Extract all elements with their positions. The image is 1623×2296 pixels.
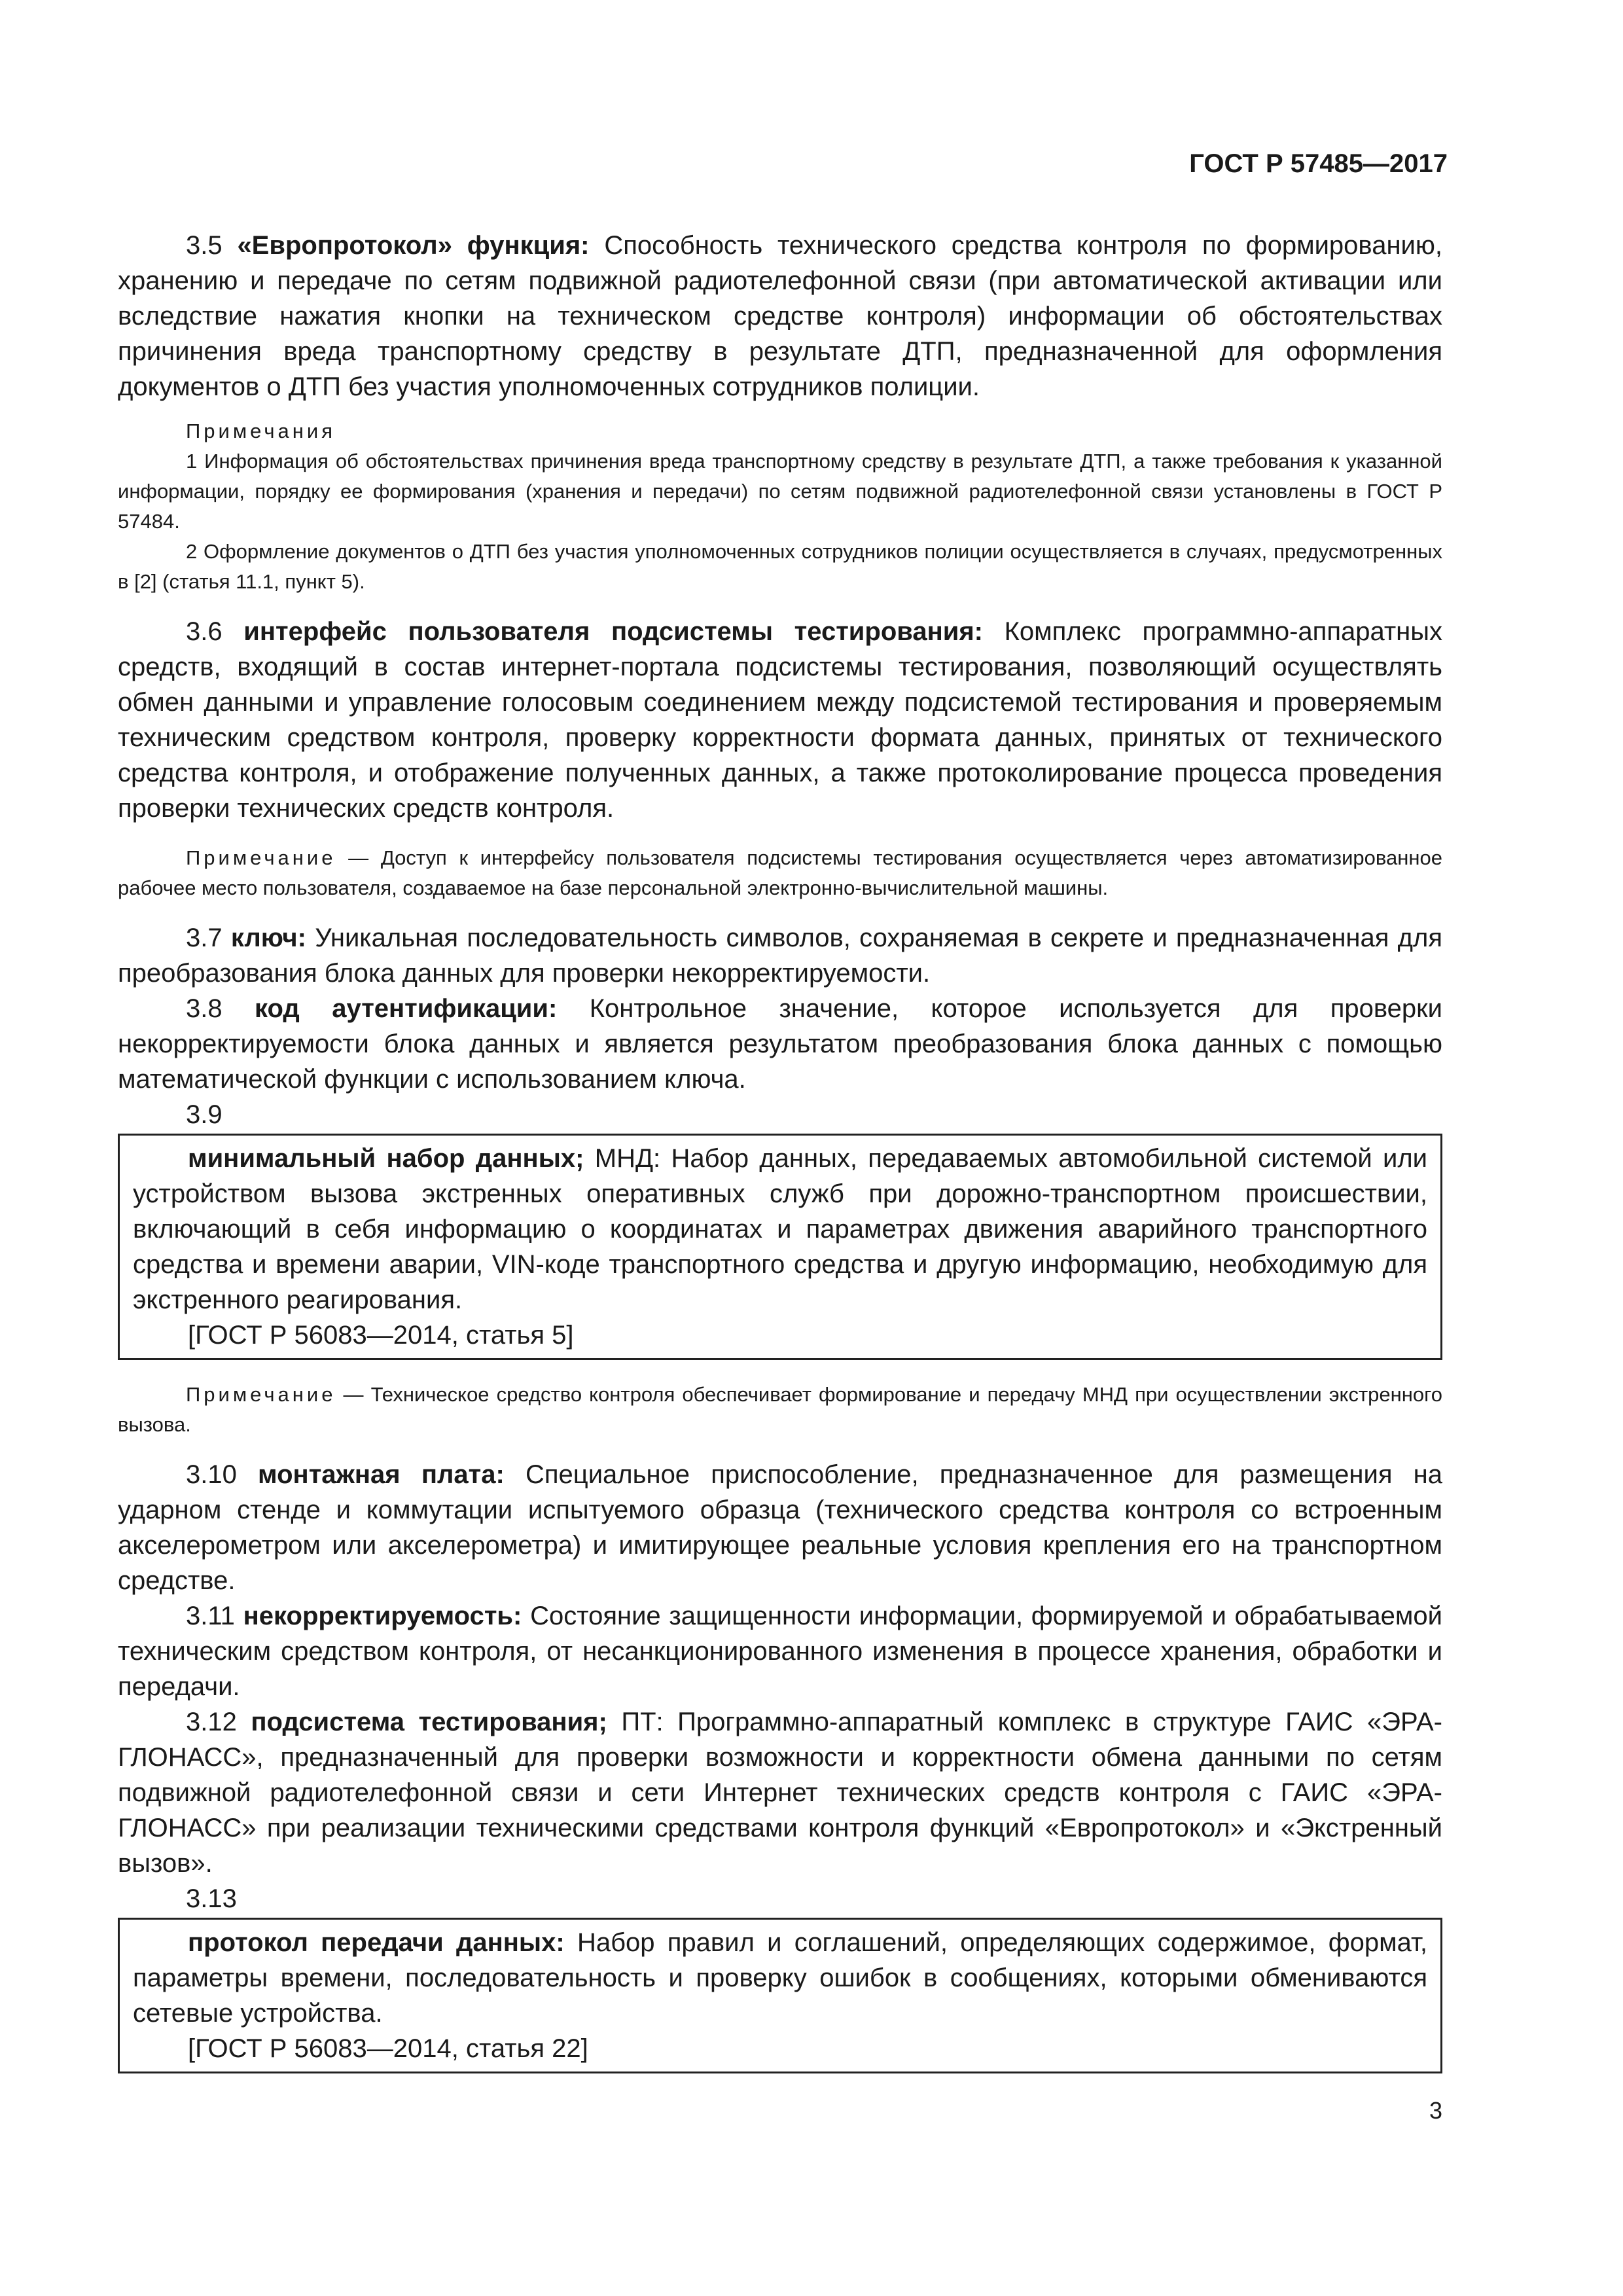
term-3-8	[118, 991, 1442, 1097]
term-number: 3.11	[186, 1602, 243, 1630]
note-3-6	[118, 843, 1442, 903]
term-3-12	[118, 1704, 1442, 1881]
term-definition: Состояние защищенности информации, формируемой и обрабатываемой техническим средством контроля, от несанкционированного изменения в процессе хранения, обработки и передачи.	[118, 1602, 1442, 1701]
term-definition: МНД: Набор данных, передаваемых автомобильной системой или устройством вызова экстренных оперативных служб при дорожно-транспортном происшествии, включающий в себя информацию о координатах и параметрах движения аварийного транспортного средства и времени аварии, VIN-коде транспортного средства и другую информацию, необходимую для экстренного реагирования.	[133, 1144, 1427, 1314]
term-3-5	[118, 228, 1442, 404]
term-definition: Специальное приспособление, предназначенное для размещения на ударном стенде и коммутации испытуемого образца (технического средства контроля со встроенным акселерометром или акселерометра) и имитирующее реальные условия крепления его на транспортном средстве.	[118, 1460, 1442, 1595]
term-number: 3.6	[186, 617, 244, 646]
note-item-2: 2 Оформление документов о ДТП без участия уполномоченных сотрудников полиции осуществляется в случаях, предусмотренных в [2] (статья 11.1, пункт 5).	[118, 540, 1442, 593]
term-name: некорректируемость:	[243, 1602, 522, 1630]
term-3-6	[118, 614, 1442, 826]
term-3-11	[118, 1598, 1442, 1704]
term-3-13-number: 3.13	[186, 1884, 237, 1913]
notes-3-5	[118, 416, 1442, 597]
term-3-13	[133, 1925, 1427, 2031]
term-name: код аутентификации:	[255, 994, 558, 1023]
term-3-13-frame	[118, 1918, 1442, 2073]
term-name: ключ:	[230, 924, 306, 952]
term-definition: Набор правил и соглашений, определяющих содержимое, формат, параметры времени, последовательность и проверку ошибок в сообщениях, которыми обмениваются сетевые устройства.	[133, 1928, 1427, 2028]
term-3-9-number: 3.9	[186, 1100, 223, 1129]
term-name: монтажная плата:	[258, 1460, 505, 1489]
note-text: — Техническое средство контроля обеспечивает формирование и передачу МНД при осуществлении экстренного вызова.	[118, 1383, 1442, 1436]
term-number: 3.10	[186, 1460, 259, 1489]
term-3-10	[118, 1457, 1442, 1598]
term-source: [ГОСТ Р 56083—2014, статья 22]	[188, 2034, 588, 2063]
term-3-7	[118, 920, 1442, 991]
note-text: — Доступ к интерфейсу пользователя подсистемы тестирования осуществляется через автоматизированное рабочее место пользователя, создаваемое на базе персональной электронно-вычислительной машины.	[118, 846, 1442, 899]
term-definition: Комплекс программно-аппаратных средств, входящий в состав интернет-портала подсистемы тестирования, позволяющий осуществлять обмен данными и управление голосовым соединением между подсистемой тестирования и проверяемым техническим средством контроля, проверку корректности формата данных, принятых от технического средства контроля, и отображение полученных данных, а также протоколирование процесса проведения проверки технических средств контроля.	[118, 617, 1442, 823]
term-name: протокол передачи данных:	[188, 1928, 565, 1957]
term-number: 3.8	[186, 994, 255, 1023]
term-3-9	[133, 1141, 1427, 1318]
term-name: подсистема тестирования;	[251, 1708, 607, 1736]
term-definition: Уникальная последовательность символов, сохраняемая в секрете и предназначенная для преобразования блока данных для проверки некорректируемости.	[118, 924, 1442, 988]
page-content	[118, 228, 1442, 2073]
term-source: [ГОСТ Р 56083—2014, статья 5]	[188, 1321, 574, 1350]
term-3-9-frame	[118, 1134, 1442, 1360]
note-label: Примечание	[186, 1383, 336, 1406]
page-header: ГОСТ Р 57485—2017	[1189, 149, 1448, 178]
term-number: 3.12	[186, 1708, 251, 1736]
term-name: интерфейс пользователя подсистемы тестирования:	[243, 617, 983, 646]
term-number: 3.7	[186, 924, 231, 952]
notes-title: Примечания	[186, 420, 336, 442]
note-label: Примечание	[186, 846, 336, 869]
note-item-1: 1 Информация об обстоятельствах причинения вреда транспортному средству в результате ДТП, а также требования к указанной информации, порядку ее формирования (хранения и передачи) по сетям подвижной радиотелефонной связи установлены в ГОСТ Р 57484.	[118, 450, 1442, 533]
term-number: 3.5	[186, 231, 238, 260]
term-name: минимальный набор данных;	[188, 1144, 584, 1173]
term-name: «Европротокол» функция:	[237, 231, 590, 260]
term-definition: Контрольное значение, которое используется для проверки некорректируемости блока данных и является результатом преобразования блока данных с помощью математической функции с использованием ключа.	[118, 994, 1442, 1094]
note-3-9	[118, 1380, 1442, 1440]
page-number: 3	[1429, 2097, 1442, 2124]
term-definition: ПТ: Программно-аппаратный комплекс в структуре ГАИС «ЭРА-ГЛОНАСС», предназначенный для проверки возможности и корректности обмена данными по сетям подвижной радиотелефонной связи и сети Интернет технических средств контроля с ГАИС «ЭРА-ГЛОНАСС» при реализации техническими средствами контроля функций «Европротокол» и «Экстренный вызов».	[118, 1708, 1442, 1878]
term-definition: Способность технического средства контроля по формированию, хранению и передаче по сетям подвижной радиотелефонной связи (при автоматической активации или вследствие нажатия кнопки на техническом средстве контроля) информации об обстоятельствах причинения вреда транспортному средству в результате ДТП, предназначенной для оформления документов о ДТП без участия уполномоченных сотрудников полиции.	[118, 231, 1443, 401]
